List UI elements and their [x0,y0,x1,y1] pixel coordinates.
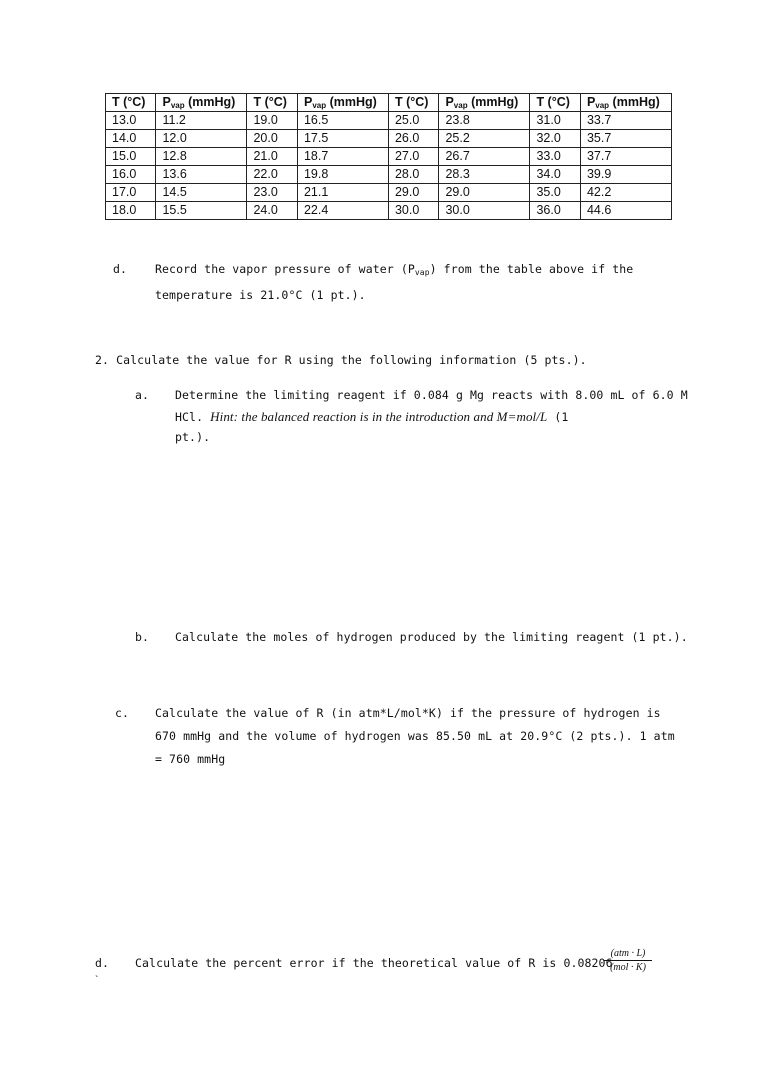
table-cell: 35.7 [580,130,671,148]
header-temperature: T (°C) [530,94,580,112]
table-cell: 14.0 [106,130,156,148]
table-cell: 16.5 [297,112,388,130]
table-row [106,112,672,130]
header-pressure: $P_{vap}$ (mmHg) [439,94,530,112]
table-cell: 44.6 [580,202,671,220]
q2a-hint: Hint: the balanced reaction is in the introduction and M=mol/L [210,409,548,424]
table-cell: 25.2 [439,130,530,148]
q2a-line-2: HCl. Hint: the balanced reaction is in the introduction and M=mol/L (1 [175,409,569,424]
header-temperature: T (°C) [247,94,297,112]
table-cell: 13.6 [156,166,247,184]
q1d-line-2: temperature is 21.0°C (1 pt.). [155,288,366,302]
table-cell: 14.5 [156,184,247,202]
table-cell: 26.7 [439,148,530,166]
table-cell: 30.0 [439,202,530,220]
q2a-line-1: Determine the limiting reagent if 0.084 g Mg reacts with 8.00 mL of 6.0 M [175,388,688,402]
q2b-label: b. [135,630,150,644]
table-cell: 22.0 [247,166,297,184]
table-cell: 42.2 [580,184,671,202]
header-pressure: $P_{vap}$ (mmHg) [297,94,388,112]
table-cell: 35.0 [530,184,580,202]
table-cell: 18.7 [297,148,388,166]
table-cell: 33.0 [530,148,580,166]
r-units-fraction [604,948,652,973]
table-cell: 39.9 [580,166,671,184]
header-pressure: $P_{vap}$ (mmHg) [580,94,671,112]
q2-heading: 2. Calculate the value for R using the following information (5 pts.). [95,353,587,367]
table-row [106,130,672,148]
table-cell: 29.0 [439,184,530,202]
table-cell: 33.7 [580,112,671,130]
table-cell: 24.0 [247,202,297,220]
fraction-numerator: (atm · L) [604,948,652,961]
q2c-line-3: = 760 mmHg [155,752,226,766]
vapor-pressure-table [105,93,672,220]
table-cell: 16.0 [106,166,156,184]
table-cell: 30.0 [388,202,438,220]
table-cell: 36.0 [530,202,580,220]
table-cell: 26.0 [388,130,438,148]
q1d-label: d. [113,262,128,276]
table-row [106,166,672,184]
table-cell: 32.0 [530,130,580,148]
table-cell: 34.0 [530,166,580,184]
q2b-line-1: Calculate the moles of hydrogen produced by the limiting reagent (1 pt.). [175,630,688,644]
table-row [106,184,672,202]
table-cell: 19.0 [247,112,297,130]
table-row [106,148,672,166]
header-temperature: T (°C) [106,94,156,112]
table-cell: 17.5 [297,130,388,148]
table-cell: 20.0 [247,130,297,148]
table-cell: 15.5 [156,202,247,220]
table-cell: 17.0 [106,184,156,202]
table-cell: 31.0 [530,112,580,130]
table-cell: 11.2 [156,112,247,130]
table-cell: 19.8 [297,166,388,184]
table-row [106,202,672,220]
q1d-line-1: Record the vapor pressure of water $(P_{vap})$ from the table above if the [155,262,634,277]
table-cell: 15.0 [106,148,156,166]
table-cell: 29.0 [388,184,438,202]
table-cell: 28.0 [388,166,438,184]
q2c-line-2: 670 mmHg and the volume of hydrogen was 85.50 mL at 20.9°C (2 pts.). 1 atm [155,729,675,743]
q2a-label: a. [135,388,150,402]
table-cell: 12.0 [156,130,247,148]
q2c-label: c. [115,706,130,720]
table-cell: 23.8 [439,112,530,130]
fraction-denominator: (mol · K) [610,962,646,973]
q2a-line-3: pt.). [175,430,211,444]
table-cell: 27.0 [388,148,438,166]
table-cell: 21.0 [247,148,297,166]
table-cell: 13.0 [106,112,156,130]
q2c-line-1: Calculate the value of R (in atm*L/mol*K) if the pressure of hydrogen is [155,706,661,720]
table-cell: 25.0 [388,112,438,130]
table-cell: 37.7 [580,148,671,166]
q2d-label: d. [95,956,110,970]
table-cell: 21.1 [297,184,388,202]
table-cell: 18.0 [106,202,156,220]
table-cell: 23.0 [247,184,297,202]
table-header-row [106,94,672,112]
stray-mark: ` [95,975,99,986]
table-cell: 12.8 [156,148,247,166]
table-cell: 22.4 [297,202,388,220]
header-temperature: T (°C) [388,94,438,112]
header-pressure: $P_{vap}$ (mmHg) [156,94,247,112]
q2d-line-1: Calculate the percent error if the theoretical value of R is 0.08206 [135,956,613,970]
table-cell: 28.3 [439,166,530,184]
